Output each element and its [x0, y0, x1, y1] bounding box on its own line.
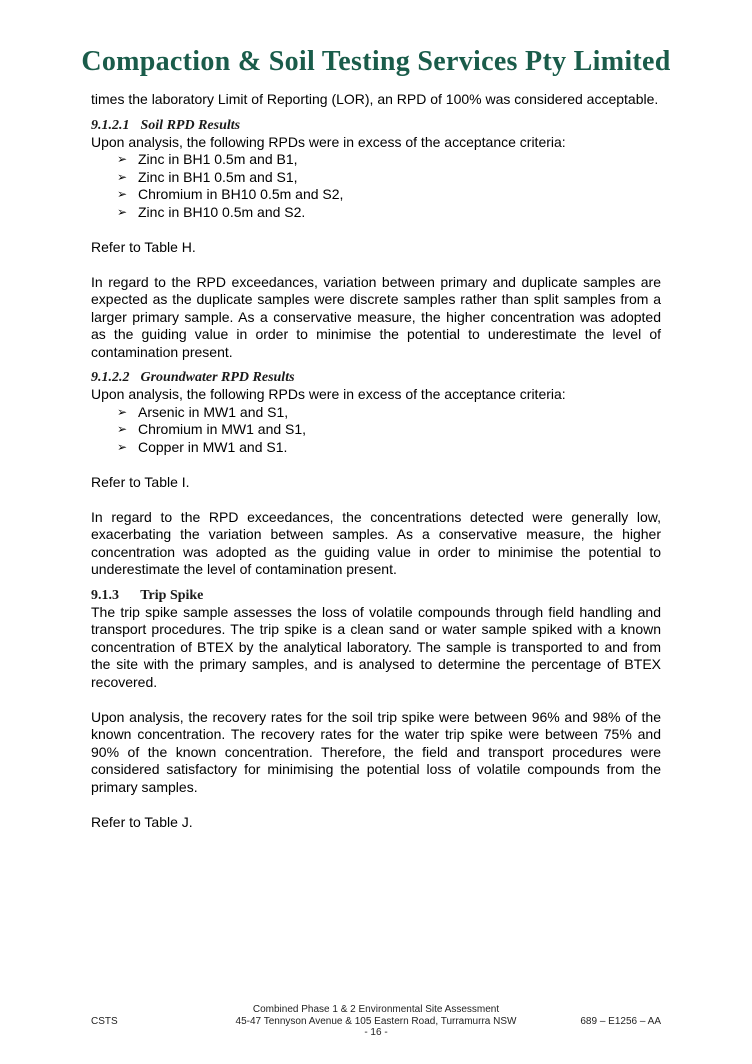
arrow-bullet-icon: ➢ — [117, 439, 128, 454]
list-item — [117, 421, 661, 439]
section-number: 9.1.2.1 — [91, 117, 130, 133]
soil-lead: Upon analysis, the following RPDs were in excess of the acceptance criteria: — [91, 133, 566, 150]
arrow-bullet-icon: ➢ — [117, 422, 128, 436]
footer-job-number: 689 – E1256 – AA — [580, 1015, 661, 1027]
section-title: Groundwater RPD Results — [140, 370, 295, 385]
trip-spike-refer: Refer to Table J. — [91, 813, 193, 830]
footer-report-title: Combined Phase 1 & 2 Environmental Site Assessment — [252, 1004, 500, 1015]
list-item — [117, 204, 661, 222]
document-body — [91, 91, 661, 831]
list-item — [117, 439, 661, 457]
arrow-bullet-icon: ➢ — [117, 187, 128, 201]
section-number: 9.1.2.2 — [91, 370, 130, 385]
intro-paragraph: times the laboratory Limit of Reporting (LOR), an RPD of 100% was considered acceptable. — [91, 91, 659, 107]
footer-company-code: CSTS — [91, 1015, 118, 1027]
arrow-bullet-icon: ➢ — [117, 152, 128, 166]
list-item-text: Zinc in BH10 0.5m and S2. — [138, 203, 306, 220]
list-item-text: Arsenic in MW1 and S1, — [138, 403, 289, 420]
groundwater-lead: Upon analysis, the following RPDs were in excess of the acceptance criteria: — [91, 386, 566, 402]
list-item-text: Chromium in MW1 and S1, — [138, 421, 307, 437]
footer-page-number: - 16 - — [364, 1027, 388, 1038]
arrow-bullet-icon: ➢ — [117, 204, 128, 219]
list-item — [117, 151, 661, 169]
list-item-text: Zinc in BH1 0.5m and S1, — [138, 168, 298, 185]
groundwater-rpd-heading — [91, 369, 661, 386]
trip-spike-paragraph-2: Upon analysis, the recovery rates for the soil trip spike were between 96% and 98% of the known concentration. The recovery rates for the water trip spike were between 75% and 90% of the known concentration. Therefore, the field and transport procedures were considered satisfactory for minimising the potential loss of volatile compounds from the primary samples. — [91, 708, 661, 795]
list-item-text: Zinc in BH1 0.5m and B1, — [138, 151, 298, 167]
soil-discussion: In regard to the RPD exceedances, variation between primary and duplicate samples are expected as the duplicate samples were discrete samples rather than split samples from a larger primary sample. As a conservative measure, the higher concentration was adopted as the guiding value in order to minimise the potential to underestimate the level of contamination present. — [91, 273, 661, 360]
section-number: 9.1.3 — [91, 587, 119, 603]
soil-refer: Refer to Table H. — [91, 238, 196, 255]
page-footer — [91, 1004, 661, 1039]
groundwater-rpd-list — [91, 404, 661, 457]
section-title: Trip Spike — [140, 587, 204, 603]
list-item — [117, 169, 661, 187]
footer-site-address: 45-47 Tennyson Avenue & 105 Eastern Road, Turramurra NSW — [235, 1015, 517, 1027]
list-item — [117, 186, 661, 204]
list-item-text: Copper in MW1 and S1. — [138, 438, 288, 455]
arrow-bullet-icon: ➢ — [117, 404, 128, 419]
groundwater-discussion: In regard to the RPD exceedances, the concentrations detected were generally low, exacerbating the variation between samples. As a conservative measure, the higher concentration was adopted as the guiding value in order to minimise the potential to underestimate the level of contamination present. — [91, 508, 661, 577]
arrow-bullet-icon: ➢ — [117, 169, 128, 184]
soil-rpd-list — [91, 151, 661, 221]
list-item-text: Chromium in BH10 0.5m and S2, — [138, 186, 344, 202]
groundwater-refer: Refer to Table I. — [91, 473, 190, 490]
trip-spike-heading — [91, 587, 661, 604]
list-item — [117, 404, 661, 422]
company-header: Compaction & Soil Testing Services Pty Limited — [81, 46, 671, 77]
trip-spike-paragraph-1: The trip spike sample assesses the loss of volatile compounds through field handling and transport procedures. The trip spike is a clean sand or water sample spiked with a known concentration of BTEX by the analytical laboratory. The sample is transported to and from the site with the primary samples, and is analysed to determine the percentage of BTEX recovered. — [91, 603, 661, 690]
soil-rpd-heading — [91, 117, 661, 134]
section-title: Soil RPD Results — [140, 117, 241, 133]
